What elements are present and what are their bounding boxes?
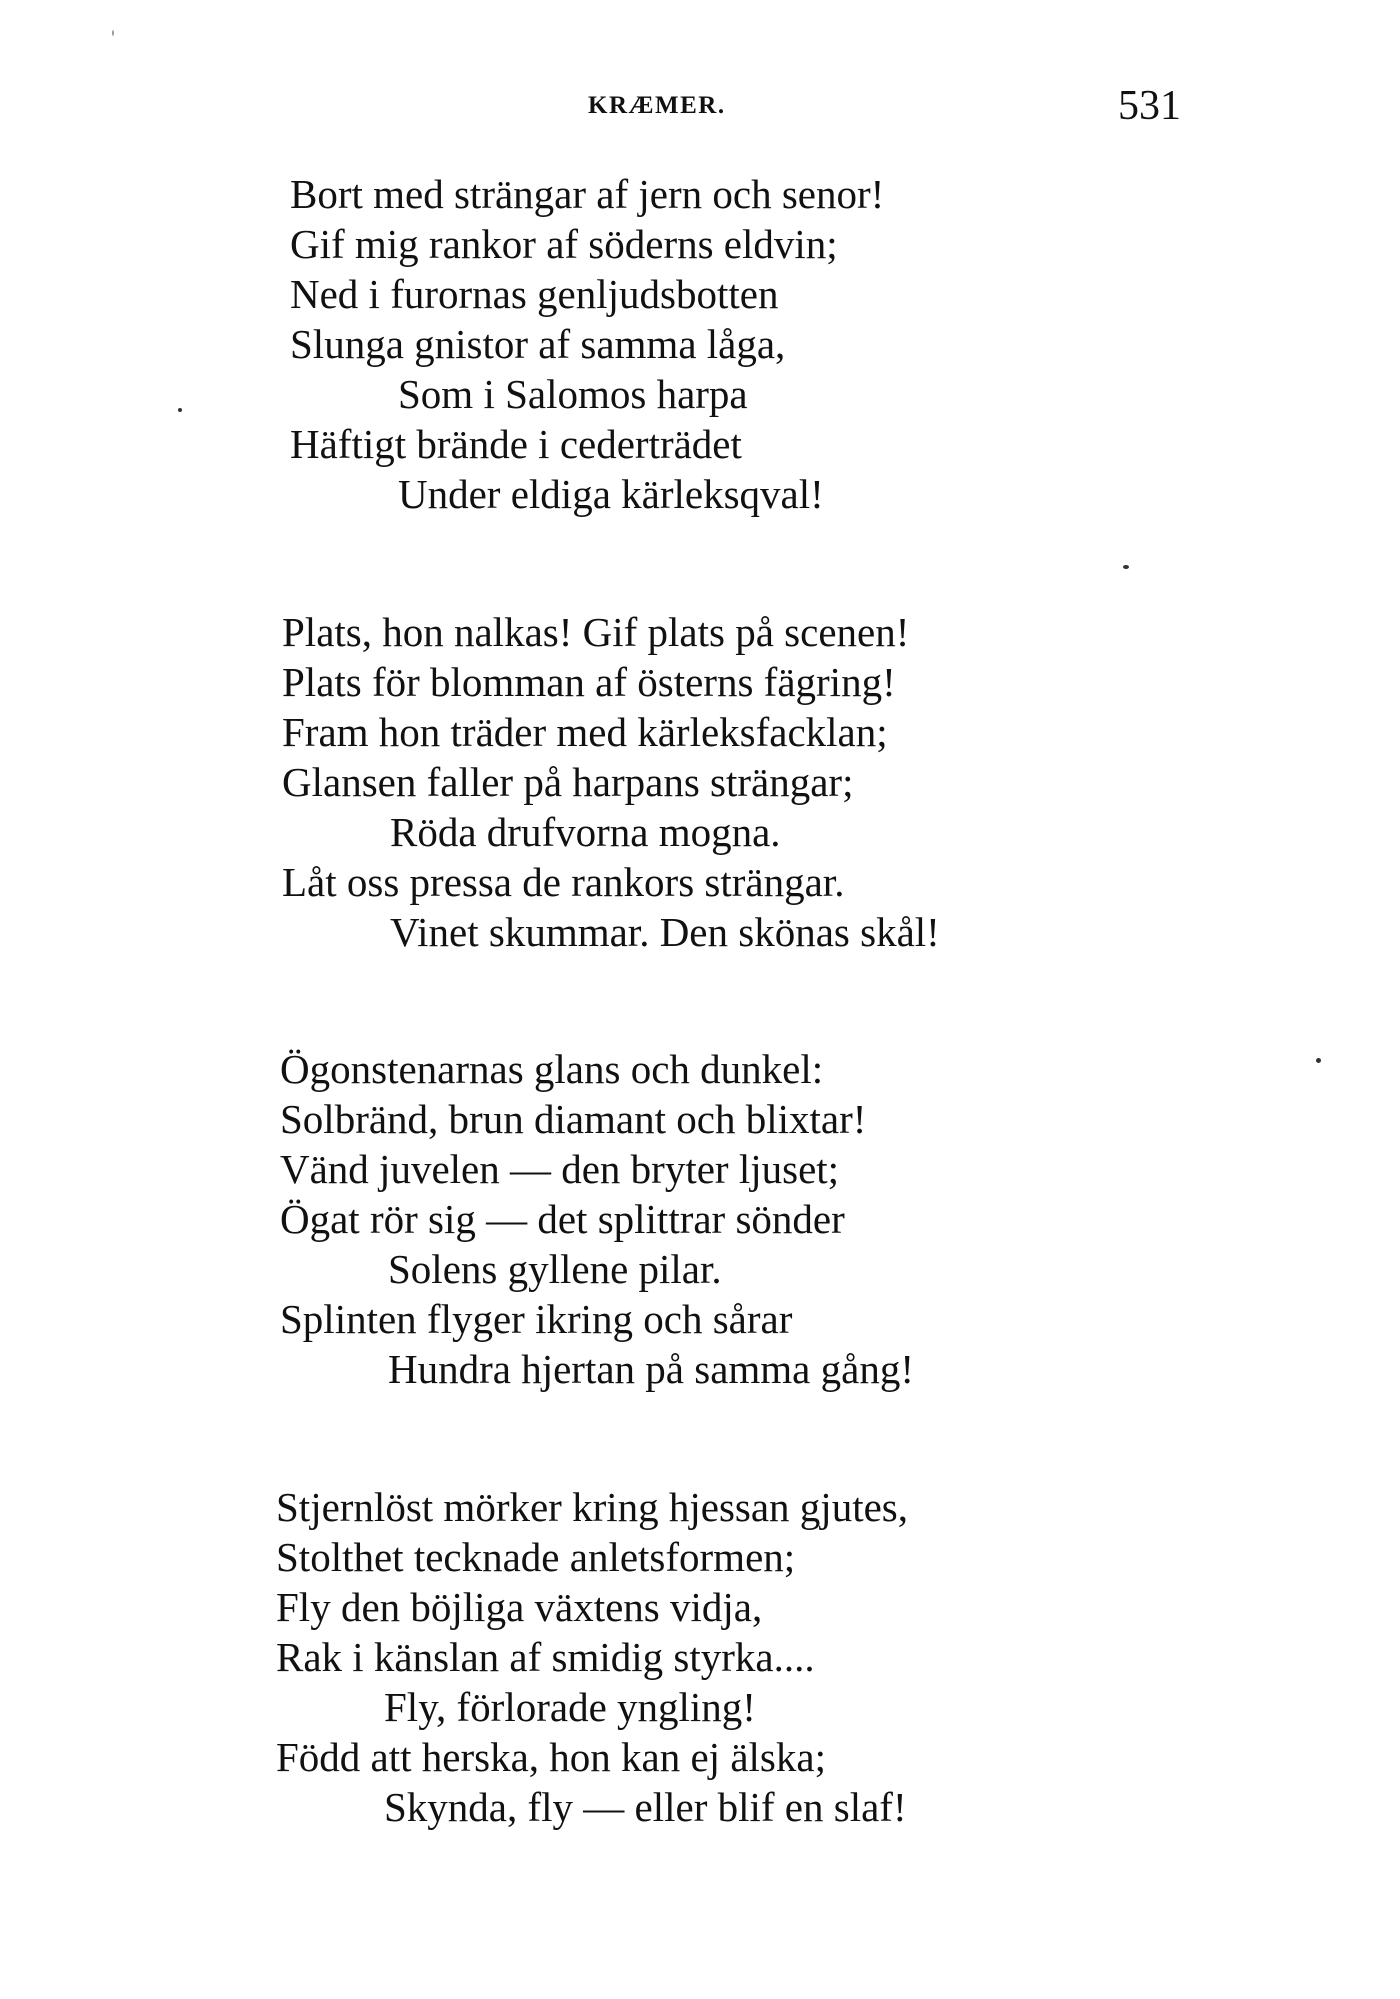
page-number: 531 [1118,83,1181,129]
verse-line: Stjernlöst mörker kring hjessan gjutes, [276,1484,908,1530]
verse-line-indented: Som i Salomos harpa [398,371,748,417]
verse-line: Rak i känslan af smidig styrka.... [276,1634,815,1680]
verse-line: Plats för blomman af österns fägring! [282,659,896,705]
running-title: KRÆMER. [588,92,726,119]
verse-line: Född att herska, hon kan ej älska; [276,1734,826,1780]
verse-line-indented: Skynda, fly — eller blif en slaf! [384,1784,907,1830]
verse-line: Glansen faller på harpans strängar; [282,759,854,805]
verse-line: Slunga gnistor af samma låga, [290,321,786,367]
verse-line-indented: Solens gyllene pilar. [388,1246,722,1292]
verse-line: Gif mig rankor af söderns eldvin; [290,221,838,267]
verse-line-indented: Hundra hjertan på samma gång! [388,1346,914,1392]
scan-speck [1316,1058,1321,1063]
verse-line: Fly den böjliga växtens vidja, [276,1584,763,1630]
scan-speck [178,408,182,412]
scan-speck [1123,565,1129,569]
verse-line-indented: Vinet skummar. Den skönas skål! [390,909,940,955]
verse-line: Ned i furornas genljudsbotten [290,271,779,317]
verse-line: Ögonstenarnas glans och dunkel: [280,1046,824,1092]
verse-line: Vänd juvelen — den bryter ljuset; [280,1146,840,1192]
verse-line: Fram hon träder med kärleksfacklan; [282,709,888,755]
scan-speck [112,30,114,36]
verse-line: Plats, hon nalkas! Gif plats på scenen! [282,609,910,655]
verse-line: Bort med strängar af jern och senor! [290,171,885,217]
verse-line: Splinten flyger ikring och sårar [280,1296,793,1342]
verse-line: Häftigt brände i cederträdet [290,421,742,467]
verse-line-indented: Fly, förlorade yngling! [384,1684,756,1730]
verse-line-indented: Under eldiga kärleksqval! [398,471,824,517]
verse-line: Solbränd, brun diamant och blixtar! [280,1096,867,1142]
verse-line: Stolthet tecknade anletsformen; [276,1534,796,1580]
verse-line-indented: Röda drufvorna mogna. [390,809,781,855]
verse-line: Ögat rör sig — det splittrar sönder [280,1196,845,1242]
verse-line: Låt oss pressa de rankors strängar. [282,859,845,905]
